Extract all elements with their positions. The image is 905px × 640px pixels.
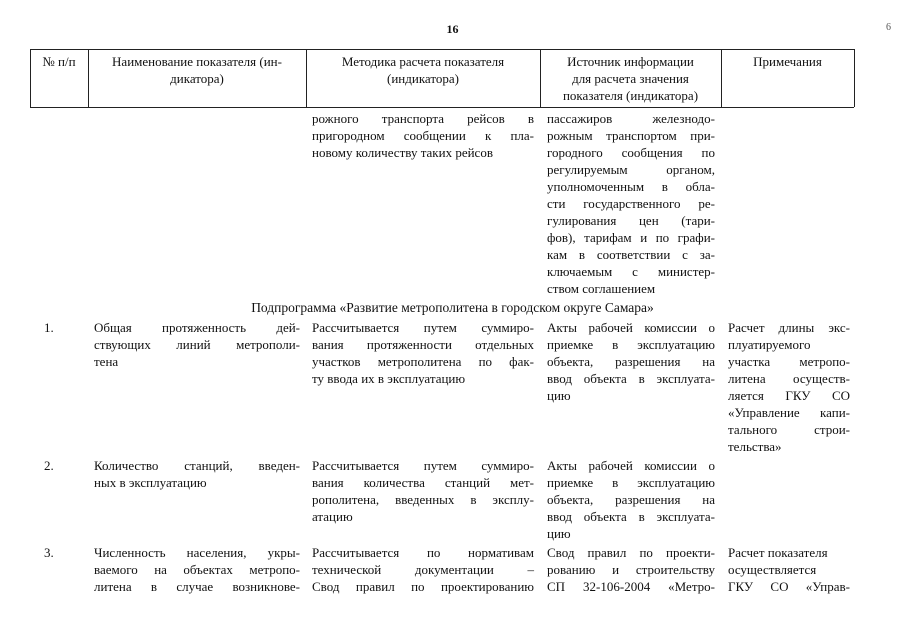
header-col-source: Источник информации для расчета значения показателя (индикатора): [562, 54, 699, 103]
row-3-notes: Расчет показателя осуществляется ГКУ СО «Управ-: [728, 545, 850, 594]
header-col-method: Методика расчета показателя (индикатора): [341, 54, 505, 86]
row-1-number: 1.: [44, 320, 54, 335]
header-col-number: № п/п: [42, 54, 76, 69]
header-divider-4: [721, 49, 722, 107]
page-number: 16: [446, 22, 459, 36]
header-top-border: [30, 49, 854, 50]
page-edge-mark: 6: [886, 22, 891, 33]
row-2-method: Рассчитывается путем суммиро- вания количества станций мет- рополитена, введенных в эксплу- атацию: [312, 458, 534, 524]
row-1-method: Рассчитывается путем суммиро- вания протяженности отдельных участков метрополитена по фак- ту ввода их в эксплуатацию: [312, 320, 534, 386]
header-divider-3: [540, 49, 541, 107]
header-divider-1: [88, 49, 89, 107]
header-col-name: Наименование показателя (ин- дикатора): [112, 54, 282, 86]
row-3-number: 3.: [44, 545, 54, 560]
row-1-notes: Расчет длины экс- плуатируемого участка метропо- литена осуществ- ляется ГКУ СО «Управление капи- тального строи- тельства»: [728, 320, 850, 454]
continuation-source-cell: пассажиров железнодо- рожным транспортом при- городного сообщения по регулируемым органом, уполномоченным в обла- сти государственного ре- гулирования цен (тари- фов), тарифам и по графи- кам в соответствии с за- ключаемым с министер- ством соглашением: [547, 111, 715, 296]
row-1-source: Акты рабочей комиссии о приемке в эксплуатацию объекта, разрешения на ввод объекта в эксплуата- цию: [547, 320, 715, 403]
row-2-name: Количество станций, введен- ных в эксплуатацию: [94, 458, 300, 490]
row-3-method: Рассчитывается по нормативам технической документации – Свод правил по проектированию: [312, 545, 534, 594]
header-col-notes: Примечания: [753, 54, 822, 69]
header-divider-2: [306, 49, 307, 107]
header-bottom-border: [30, 107, 854, 108]
row-3-source: Свод правил по проекти- рованию и строительству СП 32-106-2004 «Метро-: [547, 545, 715, 594]
row-2-number: 2.: [44, 458, 54, 473]
row-1-name: Общая протяженность дей- ствующих линий метрополи- тена: [94, 320, 300, 369]
row-3-name: Численность населения, укры- ваемого на объектах метропо- литена в случае возникнове-: [94, 545, 300, 594]
continuation-method-cell: рожного транспорта рейсов в пригородном сообщении к пла- новому количеству таких рейсов: [312, 111, 534, 160]
header-border-right: [854, 49, 855, 107]
subprogram-title: Подпрограмма «Развитие метрополитена в городском округе Самара»: [251, 300, 654, 315]
row-2-source: Акты рабочей комиссии о приемке в эксплуатацию объекта, разрешения на ввод объекта в эксплуата- цию: [547, 458, 715, 541]
